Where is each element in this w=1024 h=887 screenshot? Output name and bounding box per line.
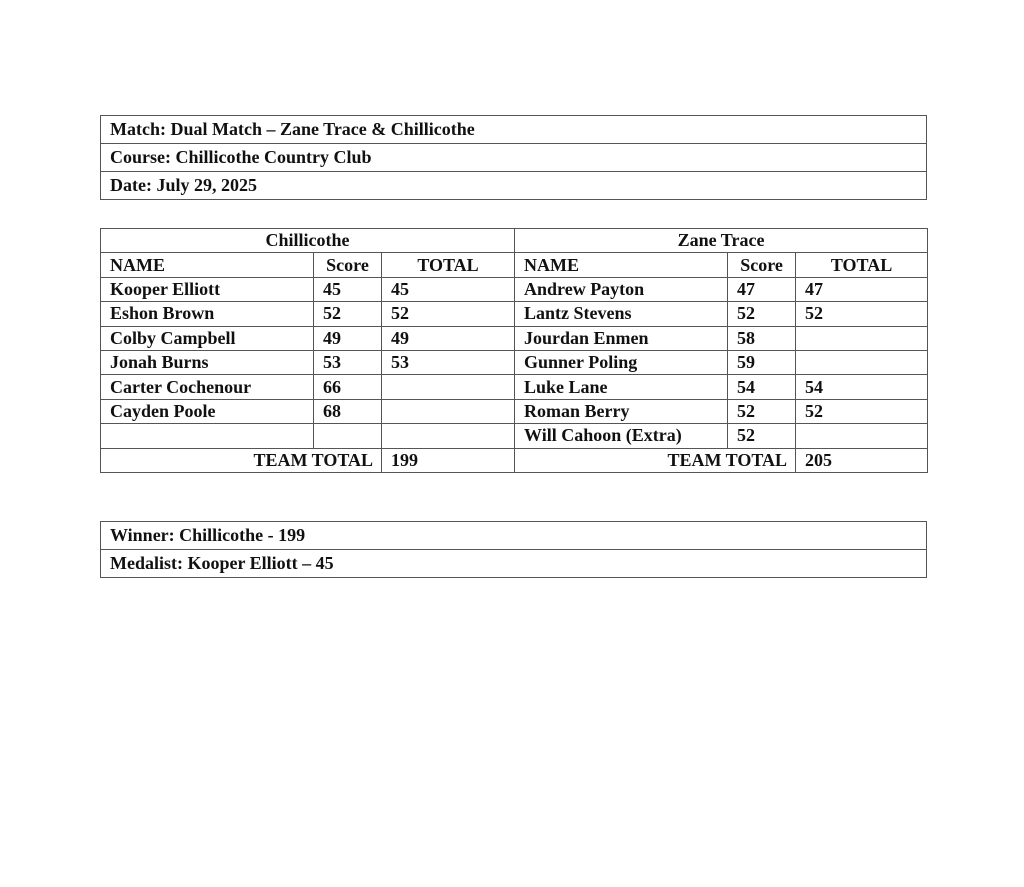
name-header-left: NAME [101,253,314,277]
player-name-right: Roman Berry [515,399,728,423]
player-name-right: Luke Lane [515,375,728,399]
match-row [101,116,927,144]
player-total-right [796,424,928,448]
name-header-right: NAME [515,253,728,277]
table-row [101,375,928,399]
team-total-label-right: TEAM TOTAL [515,448,796,472]
date-label: Date: July 29, 2025 [101,172,927,200]
table-row [101,326,928,350]
winner-label: Winner: Chillicothe - 199 [101,522,927,550]
player-score-right: 52 [728,399,796,423]
player-name-left [101,424,314,448]
player-name-left: Kooper Elliott [101,277,314,301]
table-row [101,350,928,374]
column-header-row [101,253,928,277]
player-score-right: 54 [728,375,796,399]
team-name-row [101,229,928,253]
player-total-right: 52 [796,399,928,423]
total-header-left: TOTAL [382,253,515,277]
player-name-right: Lantz Stevens [515,302,728,326]
table-row [101,302,928,326]
player-name-right: Andrew Payton [515,277,728,301]
medalist-label: Medalist: Kooper Elliott – 45 [101,550,927,578]
match-label: Match: Dual Match – Zane Trace & Chillicothe [101,116,927,144]
score-header-right: Score [728,253,796,277]
player-name-left: Carter Cochenour [101,375,314,399]
match-info-table [100,115,927,200]
total-header-right: TOTAL [796,253,928,277]
player-total-left: 53 [382,350,515,374]
player-score-right: 47 [728,277,796,301]
winner-row [101,522,927,550]
player-score-left: 66 [314,375,382,399]
team-total-row [101,448,928,472]
score-header-left: Score [314,253,382,277]
player-total-right: 52 [796,302,928,326]
team-name-left: Chillicothe [101,229,515,253]
player-score-left: 52 [314,302,382,326]
player-score-left: 49 [314,326,382,350]
player-score-left: 45 [314,277,382,301]
table-row [101,277,928,301]
player-total-right: 54 [796,375,928,399]
player-total-left [382,375,515,399]
player-score-right: 52 [728,424,796,448]
player-name-right: Will Cahoon (Extra) [515,424,728,448]
player-total-left: 45 [382,277,515,301]
player-name-right: Gunner Poling [515,350,728,374]
player-total-left: 52 [382,302,515,326]
scores-table [100,228,928,473]
course-label: Course: Chillicothe Country Club [101,144,927,172]
table-row [101,399,928,423]
player-name-left: Eshon Brown [101,302,314,326]
player-name-left: Cayden Poole [101,399,314,423]
player-total-left [382,399,515,423]
player-total-left [382,424,515,448]
player-score-left [314,424,382,448]
player-total-left: 49 [382,326,515,350]
team-total-value-left: 199 [382,448,515,472]
player-name-left: Jonah Burns [101,350,314,374]
player-score-left: 53 [314,350,382,374]
player-name-right: Jourdan Enmen [515,326,728,350]
result-table [100,521,927,578]
date-row [101,172,927,200]
player-score-right: 59 [728,350,796,374]
team-total-label-left: TEAM TOTAL [101,448,382,472]
player-total-right [796,350,928,374]
player-total-right [796,326,928,350]
player-name-left: Colby Campbell [101,326,314,350]
team-total-value-right: 205 [796,448,928,472]
player-score-left: 68 [314,399,382,423]
table-row [101,424,928,448]
player-score-right: 52 [728,302,796,326]
course-row [101,144,927,172]
medalist-row [101,550,927,578]
player-total-right: 47 [796,277,928,301]
team-name-right: Zane Trace [515,229,928,253]
player-score-right: 58 [728,326,796,350]
